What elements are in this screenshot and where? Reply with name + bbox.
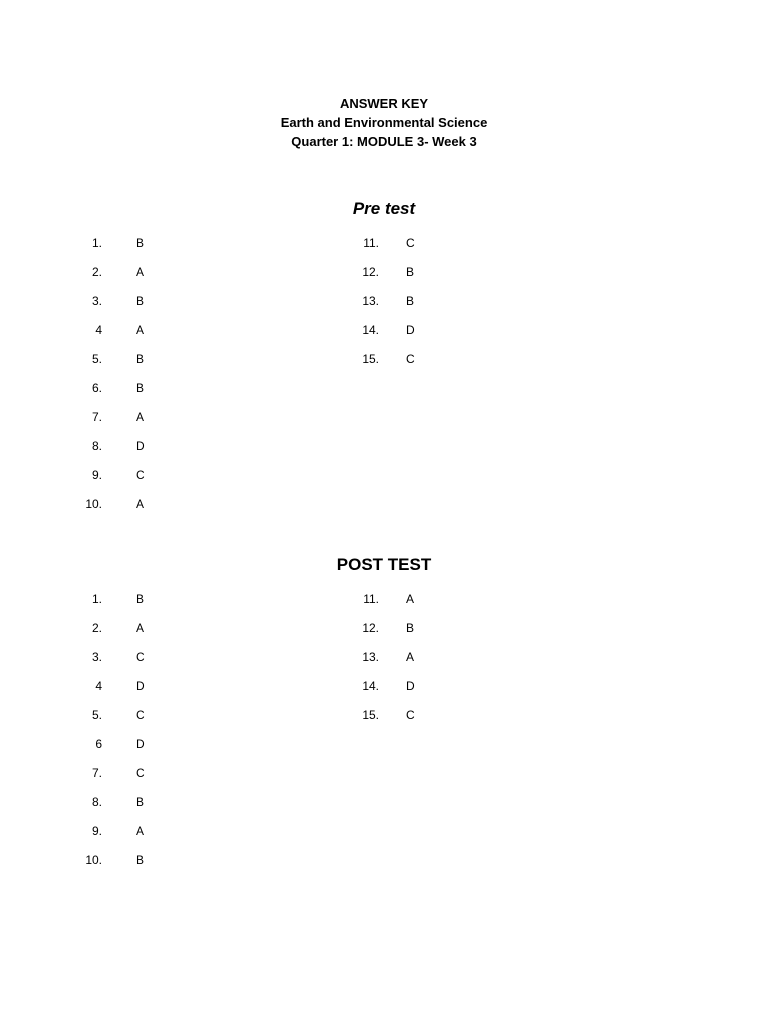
pre-test-right-column (0, 236, 768, 381)
question-number: 7. (91, 410, 102, 424)
question-number: 5. (91, 352, 102, 366)
answer-row (0, 621, 768, 650)
answer-letter: D (136, 737, 145, 751)
answer-row (0, 853, 768, 882)
question-number: 15. (362, 352, 379, 366)
pre-test-title: Pre test (352, 199, 416, 218)
question-number: 3. (91, 294, 102, 308)
question-number: 7. (91, 766, 102, 780)
answer-letter: B (136, 381, 145, 395)
question-number: 9. (91, 468, 102, 482)
question-number: 9. (91, 824, 102, 838)
answer-letter: B (136, 795, 145, 809)
answer-letter: C (136, 766, 145, 780)
answer-letter: A (406, 650, 415, 664)
question-number: 11. (363, 592, 379, 606)
question-number: 13. (362, 650, 379, 664)
answer-row (0, 708, 768, 737)
answer-letter: B (406, 265, 415, 279)
question-number: 6. (91, 381, 102, 395)
answer-row (0, 737, 768, 766)
answer-letter: A (406, 592, 415, 606)
answer-letter: D (136, 679, 145, 693)
answer-letter: B (136, 853, 145, 867)
answer-letter: C (406, 352, 415, 366)
answer-row (0, 410, 768, 439)
question-number: 13. (362, 294, 379, 308)
answer-row (0, 766, 768, 795)
answer-letter: A (136, 265, 145, 279)
answer-row (0, 323, 768, 352)
answer-row (0, 294, 768, 323)
question-number: 1. (91, 236, 102, 250)
header-subject: Earth and Environmental Science (280, 115, 488, 130)
answer-letter: D (406, 679, 415, 693)
document-header (0, 94, 768, 151)
answer-letter: A (136, 621, 145, 635)
answer-row (0, 679, 768, 708)
question-number: 14. (362, 679, 379, 693)
question-number: 1. (91, 592, 102, 606)
answer-letter: B (136, 592, 145, 606)
answer-letter: C (136, 650, 145, 664)
question-number: 12. (362, 265, 379, 279)
answer-row (0, 497, 768, 526)
post-test-title: POST TEST (336, 555, 432, 574)
answer-letter: C (406, 708, 415, 722)
question-number: 3. (91, 650, 102, 664)
question-number: 6 (95, 737, 102, 751)
question-number: 10. (85, 497, 102, 511)
answer-letter: C (406, 236, 415, 250)
answer-letter: A (136, 497, 145, 511)
question-number: 2. (91, 265, 102, 279)
answer-row (0, 650, 768, 679)
question-number: 12. (362, 621, 379, 635)
answer-letter: B (136, 352, 145, 366)
question-number: 5. (91, 708, 102, 722)
question-number: 11. (363, 236, 379, 250)
question-number: 10. (85, 853, 102, 867)
header-title: ANSWER KEY (339, 96, 429, 111)
question-number: 4 (95, 323, 102, 337)
answer-row (0, 468, 768, 497)
answer-letter: B (136, 236, 145, 250)
header-module: Quarter 1: MODULE 3- Week 3 (291, 134, 477, 149)
answer-row (0, 236, 768, 265)
answer-letter: B (406, 621, 415, 635)
question-number: 4 (95, 679, 102, 693)
answer-letter: A (136, 323, 145, 337)
answer-letter: C (136, 468, 145, 482)
answer-row (0, 592, 768, 621)
question-number: 2. (91, 621, 102, 635)
answer-row (0, 439, 768, 468)
post-test-right-column (0, 592, 768, 737)
answer-row (0, 795, 768, 824)
answer-letter: A (136, 824, 145, 838)
answer-letter: A (136, 410, 145, 424)
answer-letter: B (136, 294, 145, 308)
answer-row (0, 824, 768, 853)
answer-row (0, 381, 768, 410)
answer-row (0, 265, 768, 294)
question-number: 8. (91, 795, 102, 809)
answer-row (0, 352, 768, 381)
answer-letter: D (406, 323, 415, 337)
question-number: 8. (91, 439, 102, 453)
answer-letter: B (406, 294, 415, 308)
question-number: 14. (362, 323, 379, 337)
answer-letter: C (136, 708, 145, 722)
answer-letter: D (136, 439, 145, 453)
question-number: 15. (362, 708, 379, 722)
